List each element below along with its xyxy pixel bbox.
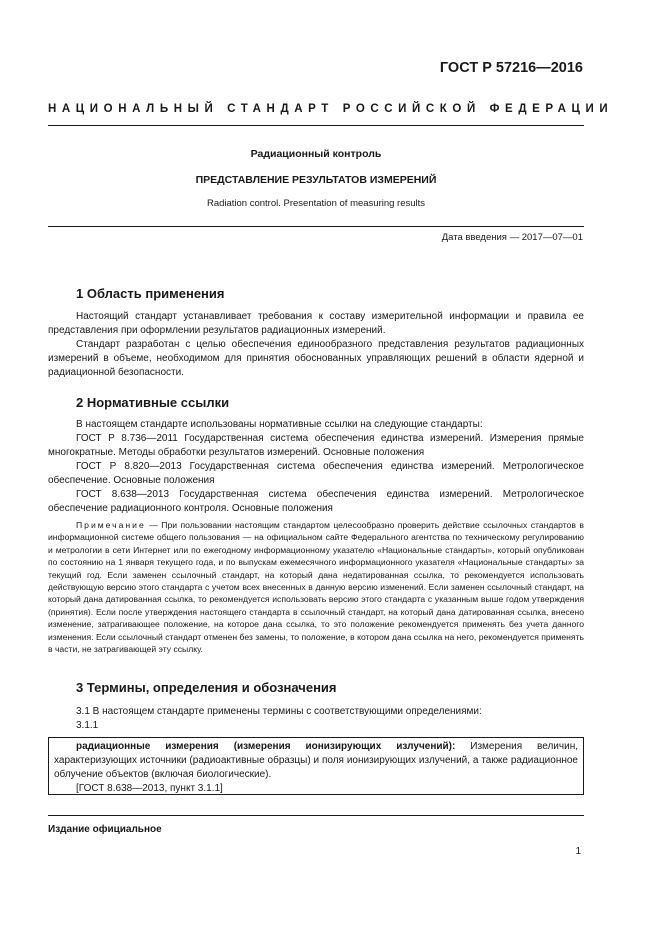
reference-gost-r-8-736: ГОСТ Р 8.736—2011 Государственная система обеспечения единства измерений. Измерения прямые многократные. Методы обработки результатов измерений. Основные положения <box>48 433 584 458</box>
header-divider <box>48 125 584 126</box>
section-3-paragraph-1: 3.1 В настоящем стандарте применены термины с соответствующими определениями: <box>76 706 482 717</box>
official-edition-label: Издание официальное <box>48 824 162 835</box>
document-number: ГОСТ Р 57216—2016 <box>439 60 583 76</box>
reference-gost-8-638: ГОСТ 8.638—2013 Государственная система обеспечения единства измерений. Метрологическое обеспечение радиационного контроля. Основные положения <box>48 489 584 514</box>
term-source-reference: [ГОСТ 8.638—2013, пункт 3.1.1] <box>76 783 223 794</box>
section-2-paragraph-1: В настоящем стандарте использованы нормативные ссылки на следующие стандарты: <box>76 419 483 430</box>
term-number: 3.1.1 <box>76 720 99 731</box>
term-name: радиационные измерения (измерения ионизирующих излучений): <box>76 741 456 752</box>
note-label: Примечание <box>76 520 146 530</box>
section-1-paragraph-2: Стандарт разработан с целью обеспечения единообразного представления результатов радиационных измерений в объеме, необходимом для принятия обоснованных управляющих решений в области ядерной и радиационной безопасности. <box>48 339 584 378</box>
term-definition-text: Измерения величин, характеризующих источники (радиоактивные образцы) и поля ионизирующих излучений, а также радиационное облучение объектов (включая биологические). <box>54 741 578 780</box>
section-1-paragraph-1: Настоящий стандарт устанавливает требования к составу измерительной информации и правила ее представления при оформлении результатов радиационных измерений. <box>48 311 584 336</box>
national-standard-title: НАЦИОНАЛЬНЫЙ СТАНДАРТ РОССИЙСКОЙ ФЕДЕРАЦИИ <box>48 103 614 115</box>
introduction-date: Дата введения — 2017—07—01 <box>441 232 583 243</box>
section-1-heading: 1 Область применения <box>76 286 225 301</box>
english-title: Radiation control. Presentation of measuring results <box>206 198 426 209</box>
footer-divider <box>48 815 584 816</box>
term-definition <box>54 740 578 782</box>
reference-gost-r-8-820: ГОСТ Р 8.820—2013 Государственная система обеспечения единства измерений. Метрологическое обеспечение. Основные положения <box>48 461 584 486</box>
page-number: 1 <box>575 846 581 857</box>
section-3-heading: 3 Термины, определения и обозначения <box>76 680 337 695</box>
section-2-heading: 2 Нормативные ссылки <box>76 395 230 410</box>
note-text: — При пользовании настоящим стандартом целесообразно проверить действие ссылочных стандартов в информационной системе общего пользования — на официальном сайте Федерального агентства по техническому регулированию и метрологии в сети Интернет или по ежегодному информационному указателю «Национальные стандарты», который опубликован по состоянию на 1 января текущего года, и по выпускам ежемесячного информационного указателя «Национальные стандарты» за текущий год. Если заменен ссылочный стандарт, на который дана недатированная ссылка, то рекомендуется использовать действующую версию этого стандарта с учетом всех внесенных в данную версию изменений. Если заменен ссылочный стандарт, на который дана датированная ссылка, то рекомендуется использовать версию этого стандарта с указанным выше годом утверждения (принятия). Если после утверждения настоящего стандарта в ссылочный стандарт, на который дана датированная ссылка, внесено изменение, затрагивающее положение, на которое дана ссылка, то это положение рекомендуется применять без учета данного изменения. Если ссылочный стандарт отменен без замены, то положение, в котором дана ссылка на него, рекомендуется применять в части, не затрагивающей эту ссылку. <box>48 520 584 655</box>
document-subtitle: Радиационный контроль <box>250 148 382 160</box>
references-note <box>48 519 584 655</box>
title-divider <box>48 226 584 227</box>
document-main-title: ПРЕДСТАВЛЕНИЕ РЕЗУЛЬТАТОВ ИЗМЕРЕНИЙ <box>195 174 437 186</box>
